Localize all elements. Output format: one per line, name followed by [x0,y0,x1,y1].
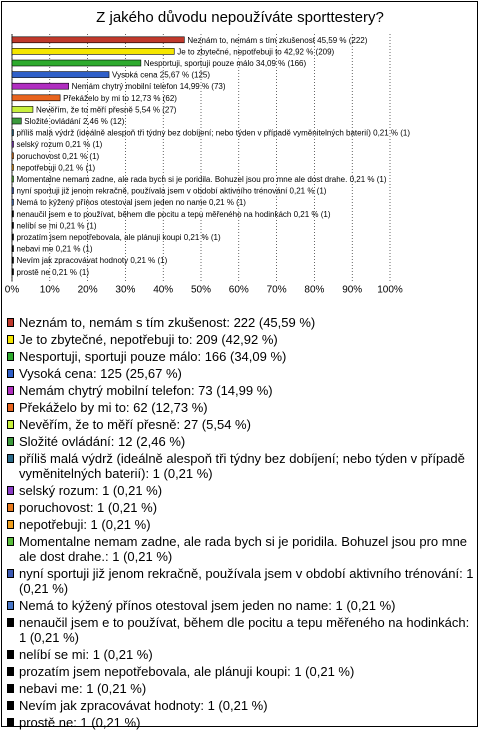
legend-label: prostě ne: 1 (0,21 %) [19,715,141,730]
legend-item [7,366,475,381]
legend-label: Nesportuji, sportuji pouze málo: 166 (34,09 %) [19,349,287,364]
legend-label: selský rozum: 1 (0,21 %) [19,483,163,498]
legend-swatch [7,335,14,344]
legend-swatch [7,369,14,378]
legend-swatch [7,437,14,446]
legend-item [7,647,475,662]
legend-item [7,451,475,481]
legend-swatch [7,386,14,395]
bar [12,246,14,252]
bar [12,269,14,275]
bar [12,37,184,43]
bar [12,257,14,263]
bar [12,95,60,101]
legend-swatch [7,569,14,578]
bar-label: nyní sportuji již jenom rekračně, používala jsem v období aktivního trénování 0,21 % (1) [16,186,327,196]
legend-label: nepotřebuji: 1 (0,21 %) [19,517,151,532]
legend-item [7,534,475,564]
bar-label: Nevěřím, že to měří přesně 5,54 % (27) [35,105,177,115]
bar [12,211,14,217]
legend-label: Nevěřím, že to měří přesně: 27 (5,54 %) [19,417,251,432]
bar-label: prostě ne 0,21 % (1) [16,267,89,277]
chart-title: Z jakého důvodu nepoužíváte sporttestery? [96,9,384,26]
legend-item [7,417,475,432]
legend-swatch [7,537,14,546]
bar [12,188,14,194]
bar [12,164,14,170]
bar-label: Vysoká cena 25,67 % (125) [112,70,211,80]
legend-label: Překáželo by mi to: 62 (12,73 %) [19,400,208,415]
legend-item [7,681,475,696]
legend-item [7,517,475,532]
legend-swatch [7,520,14,529]
x-tick-label: 60% [228,284,249,296]
legend-label: Složité ovládání: 12 (2,46 %) [19,434,186,449]
legend-label: Je to zbytečné, nepotřebuji to: 209 (42,92 %) [19,332,278,347]
legend-label: příliš malá výdrž (ideálně alespoň tři týdny bez dobíjení; nebo týden v případě vyměnitelných baterií): 1 (0,21 %) [19,451,465,481]
bar [12,141,14,147]
legend-item [7,383,475,398]
bar-label: selský rozum 0,21 % (1) [16,140,103,150]
bar-label: nebavi me 0,21 % (1) [16,244,93,254]
x-tick-label: 70% [266,284,287,296]
legend-item [7,598,475,613]
bar-label: Překáželo by mi to 12,73 % (62) [63,93,177,103]
legend-swatch [7,618,14,627]
legend-label: prozatím jsem nepotřebovala, ale plánuji koupi: 1 (0,21 %) [19,664,355,679]
bar [12,118,21,124]
legend-swatch [7,718,14,727]
bar [12,199,14,205]
bar-label: prozatím jsem nepotřebovala, ale plánuji koupi 0,21 % (1) [16,233,221,242]
legend-label: Nevím jak zpracovávat hodnoty: 1 (0,21 %) [19,698,268,713]
bar-label: nepotřebuji 0,21 % (1) [16,163,96,173]
bar-label: příliš malá výdrž (ideálně alespoň tři týdny bez dobíjení; nebo týden v případě vyměnitelných baterií) 0,21 % (1) [16,128,411,138]
x-tick-label: 90% [342,284,363,296]
legend-label: Nemám chytrý mobilní telefon: 73 (14,99 %) [19,383,273,398]
legend-item [7,715,475,730]
legend-item [7,664,475,679]
legend-label: nenaučil jsem e to používat, během dle pocitu a tepu měřeného na hodinkách: 1 (0,21 %) [19,615,470,645]
bar [12,72,109,78]
legend-item [7,566,475,596]
legend-label: Vysoká cena: 125 (25,67 %) [19,366,182,381]
bar [12,176,14,182]
legend-item [7,698,475,713]
legend-swatch [7,684,14,693]
legend-label: nyní sportuji již jenom rekračně, používala jsem v období aktivního trénování: 1 (0,21 %) [19,566,474,596]
legend-label: Momentalne nemam zadne, ale rada bych si je poridila. Bohuzel jsou pro mne ale dost drahe.: 1 (0,21 %) [19,534,468,564]
legend-label: poruchovost: 1 (0,21 %) [19,500,158,515]
bar-label: nelíbí se mi 0,21 % (1) [16,221,97,231]
legend-item [7,349,475,364]
legend-swatch [7,701,14,710]
legend-item [7,332,475,347]
x-tick-label: 10% [39,284,60,296]
bar [12,222,14,228]
bar [12,234,14,240]
x-tick-label: 0% [4,284,20,296]
legend-swatch [7,503,14,512]
bar-label: Je to zbytečné, nepotřebuji to 42,92 % (209) [177,47,335,57]
legend-label: Neznám to, nemám s tím zkušenost: 222 (45,59 %) [19,315,316,330]
legend-label: nebavi me: 1 (0,21 %) [19,681,147,696]
legend-item [7,315,475,330]
legend-swatch [7,454,14,463]
legend-label: Nemá to kýžený přínos otestoval jsem jeden no name: 1 (0,21 %) [19,598,396,613]
legend-item [7,434,475,449]
legend-item [7,400,475,415]
bar [12,153,14,159]
bar [12,106,33,112]
legend-swatch [7,601,14,610]
legend-swatch [7,650,14,659]
x-tick-label: 80% [304,284,325,296]
bar-label: Nemá to kýžený přínos otestoval jsem jeden no name 0,21 % (1) [16,198,246,208]
bar-label: nenaučil jsem e to používat, během dle pocitu a tepu měřeného na hodinkách 0,21 % (1) [16,209,331,219]
x-tick-label: 50% [190,284,212,296]
bar-label: Složité ovládání 2,46 % (12) [24,117,125,126]
legend [7,315,475,732]
x-tick-label: 100% [377,284,403,296]
legend-item [7,615,475,645]
legend-item [7,500,475,515]
bar [12,60,141,66]
legend-swatch [7,352,14,361]
bar-label: Nevím jak zpracovávat hodnoty 0,21 % (1) [16,256,168,266]
x-tick-label: 30% [115,284,136,296]
legend-item [7,483,475,498]
legend-swatch [7,420,14,429]
x-tick-label: 40% [153,284,174,296]
bar-label: Nesportuji, sportuji pouze málo 34,09 % (166) [143,59,307,68]
legend-label: nelíbí se mi: 1 (0,21 %) [19,647,153,662]
legend-swatch [7,486,14,495]
x-axis-ticks [5,285,403,296]
bar-label: Neznám to, nemám s tím zkušenost 45,59 % (222) [187,35,368,45]
x-tick-label: 20% [77,284,98,296]
legend-swatch [7,403,14,412]
bar [12,83,69,89]
bar-label: Momentalne nemam zadne, ale rada bych si je poridila. Bohuzel jsou pro mne ale dost drahe. 0,21 % (1) [16,175,387,184]
bar [12,48,174,54]
bar-label: poruchovost 0,21 % (1) [16,151,100,161]
bar [12,130,14,136]
bar-chart [0,0,480,310]
legend-swatch [7,667,14,676]
bar-label: Nemám chytrý mobilní telefon 14,99 % (73) [71,82,226,92]
legend-swatch [7,318,14,327]
